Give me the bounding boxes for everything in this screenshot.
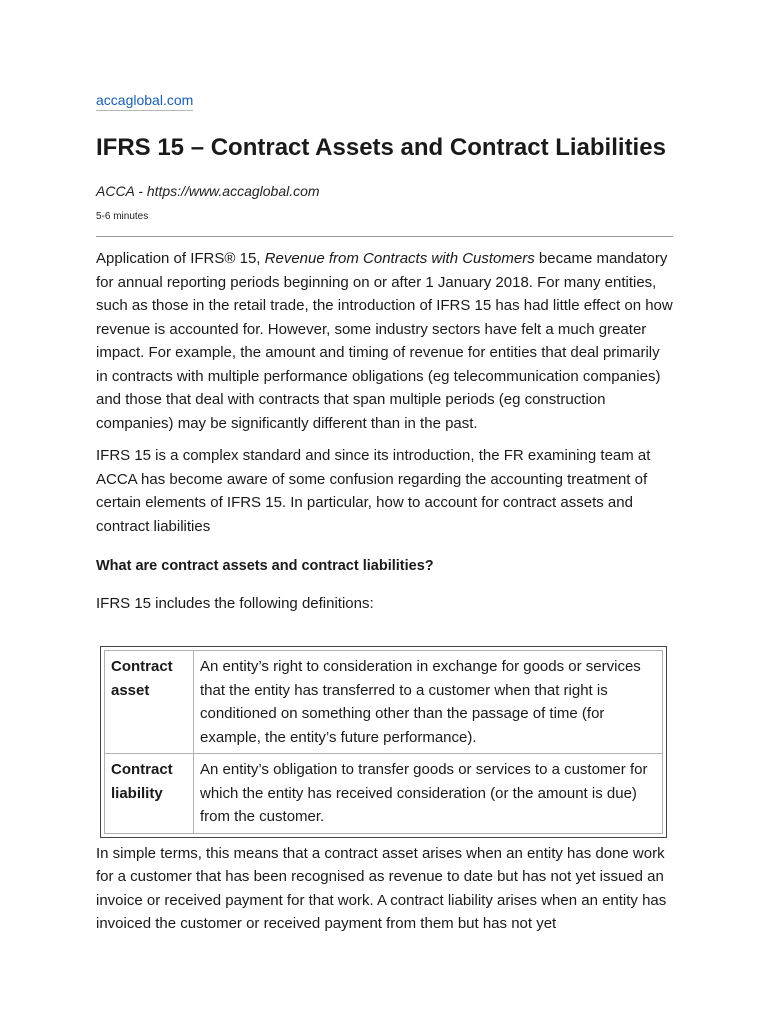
definition-term: Contract asset <box>105 651 194 754</box>
intro-text-start: Application of IFRS® 15, <box>96 250 265 267</box>
context-paragraph: IFRS 15 is a complex standard and since its introduction, the FR examining team at ACCA has become aware of some confusion regarding the accounting treatment of certain elements of IFRS 15. In particular, how to account for contract assets and contract liabilities <box>96 447 651 535</box>
explanation-paragraph: In simple terms, this means that a contract asset arises when an entity has done work for a customer that has been recognised as revenue to date but has not yet issued an invoice or received payment for that work. A contract liability arises when an entity has invoiced the customer or received payment from them but has not yet <box>96 844 667 932</box>
intro-paragraph <box>96 247 673 435</box>
definition-text: An entity’s right to consideration in exchange for goods or services that the entity has transferred to a customer when that right is conditioned on something other than the passage of time (for example, the entity’s future performance). <box>194 651 663 754</box>
definition-term: Contract liability <box>105 754 194 834</box>
intro-text-end: became mandatory for annual reporting periods beginning on or after 1 January 2018. For many entities, such as those in the retail trade, the introduction of IFRS 15 has had little effect on how revenue is accounted for. However, some industry sectors have felt a much greater impact. For example, the amount and timing of revenue for entities that deal primarily in contracts with multiple performance obligations (eg telecommunication companies) and those that deal with contracts that span multiple periods (eg construction companies) may be significantly different than in the past. <box>96 250 673 432</box>
table-row <box>105 651 663 754</box>
article-content <box>96 92 673 936</box>
standard-name: Revenue from Contracts with Customers <box>264 250 535 267</box>
definition-text: An entity’s obligation to transfer goods or services to a customer for which the entity has received consideration (or the amount is due) from the customer. <box>194 754 663 834</box>
header-divider <box>96 236 673 237</box>
table-row <box>105 754 663 834</box>
definitions-table-frame <box>100 646 667 838</box>
definitions-table <box>104 650 663 834</box>
article-byline: ACCA - https://www.accaglobal.com <box>96 183 320 199</box>
source-link[interactable]: accaglobal.com <box>96 92 193 111</box>
reading-time: 5-6 minutes <box>96 211 149 222</box>
definitions-intro: IFRS 15 includes the following definitions: <box>96 595 374 612</box>
article-title: IFRS 15 – Contract Assets and Contract Liabilities <box>96 134 666 161</box>
section-heading: What are contract assets and contract liabilities? <box>96 558 434 574</box>
